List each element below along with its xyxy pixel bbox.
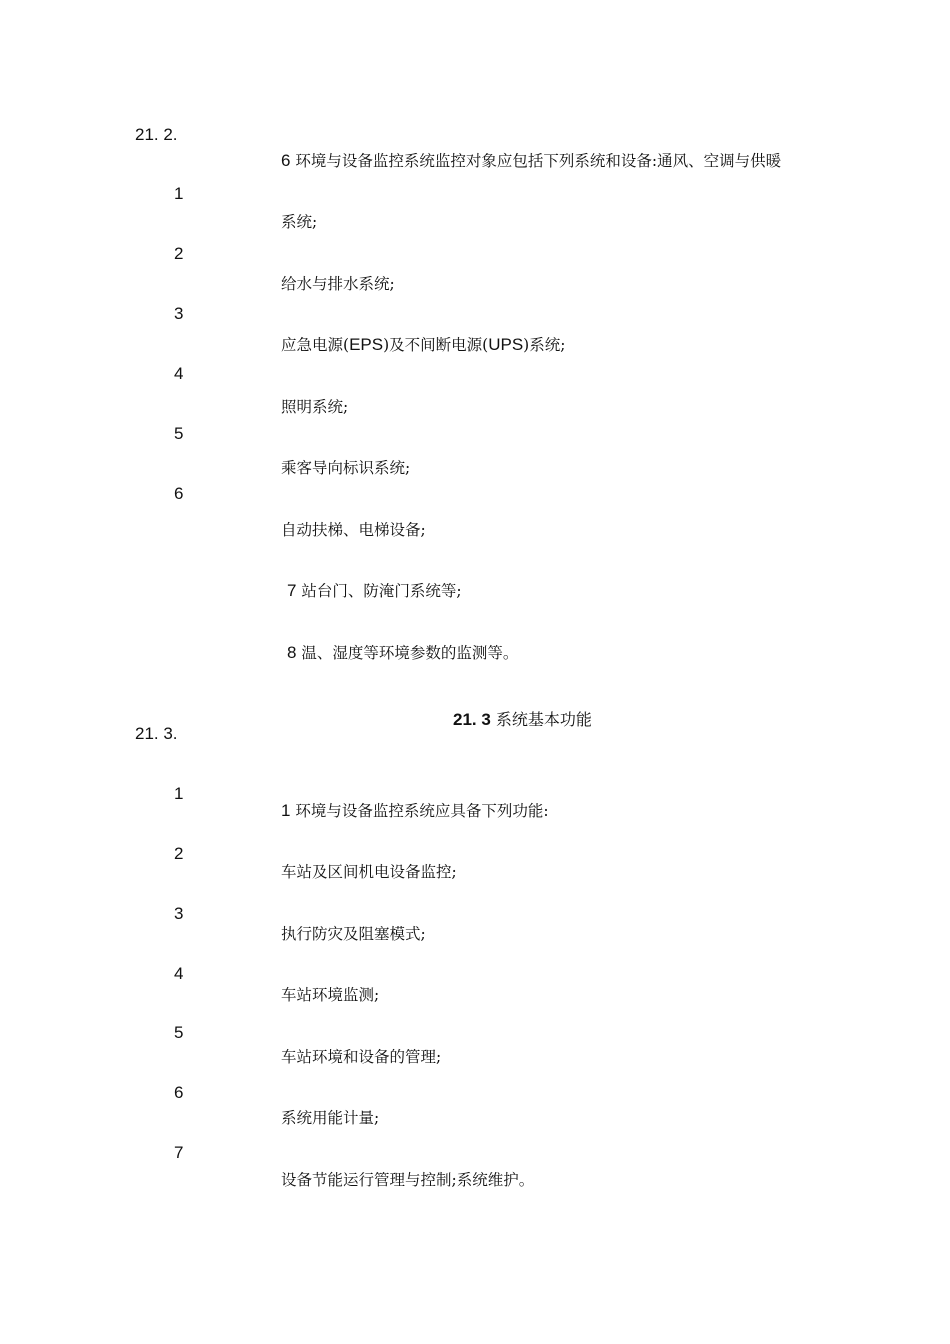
item-marker: 2: [174, 244, 184, 263]
intro-number: 6: [281, 151, 291, 170]
item-marker: 7: [174, 1143, 184, 1162]
section-heading: [453, 709, 592, 731]
section-heading-title: 系统基本功能: [495, 710, 592, 729]
list-item: 车站环境监测;: [281, 986, 380, 1004]
list-intro-line: [281, 800, 549, 822]
item-text-part: 应急电源(: [281, 336, 350, 354]
list-item: 设备节能运行管理与控制;系统维护。: [281, 1171, 535, 1189]
item-marker: 3: [174, 304, 184, 323]
list-item: 车站及区间机电设备监控;: [281, 863, 457, 881]
item-marker: 6: [174, 484, 184, 503]
item-text: 温、湿度等环境参数的监测等。: [301, 644, 519, 662]
list-item: 照明系统;: [281, 398, 349, 416]
item-marker: 1: [174, 784, 184, 803]
item-text-part: UPS: [488, 335, 524, 354]
intro-text: 环境与设备监控系统监控对象应包括下列系统和设备:通风、空调与供暖: [295, 152, 782, 170]
list-intro-line: [281, 150, 781, 172]
item-marker: 6: [174, 1083, 184, 1102]
list-item: 车站环境和设备的管理;: [281, 1048, 442, 1066]
item-marker: 4: [174, 364, 184, 383]
item-text-part: )系统;: [523, 336, 566, 354]
list-item: 系统用能计量;: [281, 1109, 380, 1127]
list-item: 给水与排水系统;: [281, 275, 395, 293]
item-marker: 3: [174, 904, 184, 923]
list-item: 乘客导向标识系统;: [281, 459, 411, 477]
item-marker: 5: [174, 424, 184, 443]
section-heading-number: 21. 3: [453, 710, 491, 729]
item-text-part: EPS: [349, 335, 384, 354]
item-text-part: )及不间断电源(: [383, 336, 489, 354]
list-item: [287, 642, 518, 664]
list-item: [287, 580, 462, 602]
list-item: [281, 334, 565, 356]
item-marker: 4: [174, 964, 184, 983]
item-number: 8: [287, 643, 297, 662]
clause-number-21-3: 21. 3.: [135, 724, 178, 743]
list-item: 系统;: [281, 213, 318, 231]
list-item: 执行防灾及阻塞模式;: [281, 925, 426, 943]
item-marker: 1: [174, 184, 184, 203]
item-marker: 5: [174, 1023, 184, 1042]
intro-text: 环境与设备监控系统应具备下列功能:: [295, 802, 549, 820]
list-item: 自动扶梯、电梯设备;: [281, 521, 426, 539]
intro-number: 1: [281, 801, 291, 820]
item-marker: 2: [174, 844, 184, 863]
clause-number-21-2: 21. 2.: [135, 125, 178, 144]
item-number: 7: [287, 581, 297, 600]
item-text: 站台门、防淹门系统等;: [301, 582, 462, 600]
